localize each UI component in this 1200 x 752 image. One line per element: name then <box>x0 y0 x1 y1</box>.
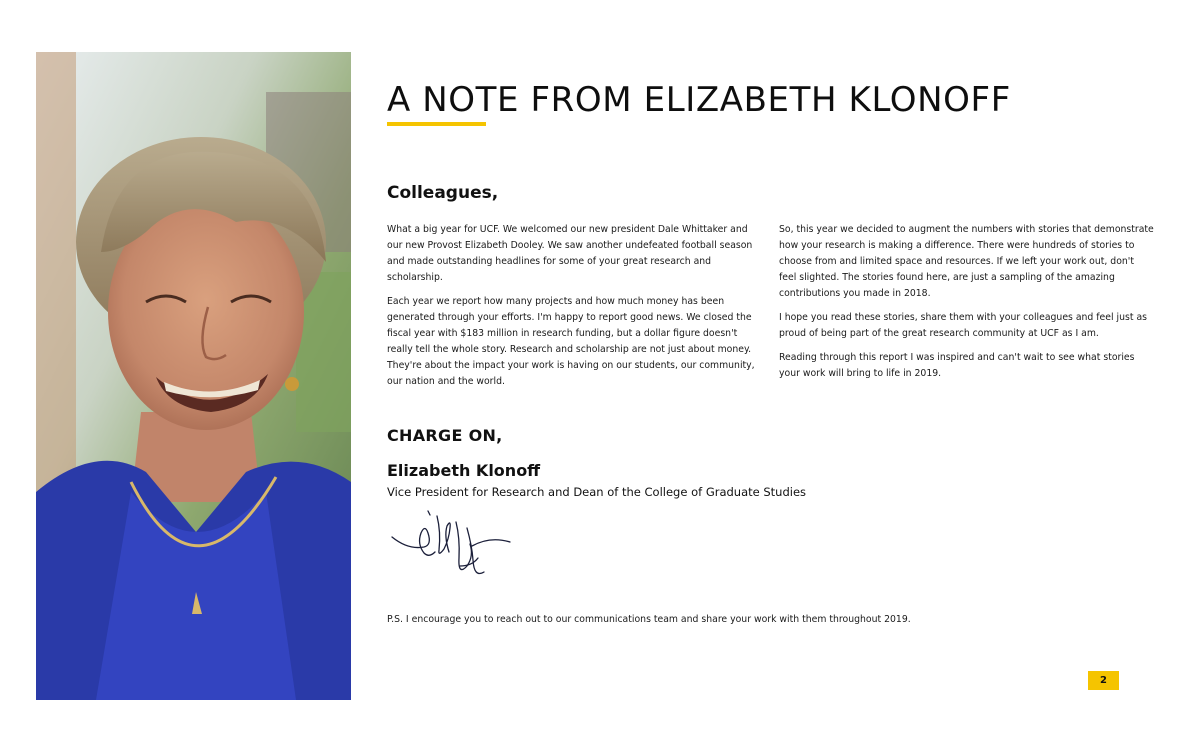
paragraph: Each year we report how many projects and how much money has been generated through your efforts. I'm happy to report good news. We closed the fiscal year with $183 million in research funding, but a dollar figure doesn't really tell the whole story. Research and scholarship are not just about money. They're about the impact your work is having on our students, our community, our nation and the world. <box>387 296 755 387</box>
letter-left-column <box>387 222 762 398</box>
page-title: A NOTE FROM ELIZABETH KLONOFF <box>387 80 1011 120</box>
paragraph: Reading through this report I was inspired and can't wait to see what stories your work will bring to life in 2019. <box>779 352 1135 379</box>
letter-right-column <box>779 222 1154 390</box>
paragraph: I hope you read these stories, share them with your colleagues and feel just as proud of being part of the great research community at UCF as I am. <box>779 312 1147 339</box>
signer-name: Elizabeth Klonoff <box>387 461 541 480</box>
salutation: Colleagues, <box>387 183 499 203</box>
signature-icon <box>388 506 514 588</box>
paragraph: So, this year we decided to augment the numbers with stories that demonstrate how your research is making a difference. There were hundreds of stories to choose from and limited space and resources. If we left your work out, don't feel slighted. The stories found here, are just a sampling of the amazing contributions you made in 2018. <box>779 224 1154 299</box>
signer-role: Vice President for Research and Dean of the College of Graduate Studies <box>387 485 807 499</box>
portrait-photo <box>36 52 351 700</box>
paragraph: What a big year for UCF. We welcomed our new president Dale Whittaker and our new Provost Elizabeth Dooley. We saw another undefeated football season and made outstanding headlines for some of your great research and scholarship. <box>387 224 753 283</box>
page-number: 2 <box>1088 671 1119 690</box>
title-underline <box>387 122 486 126</box>
closing-line: CHARGE ON, <box>387 426 503 445</box>
postscript: P.S. I encourage you to reach out to our communications team and share your work with them throughout 2019. <box>387 614 911 625</box>
